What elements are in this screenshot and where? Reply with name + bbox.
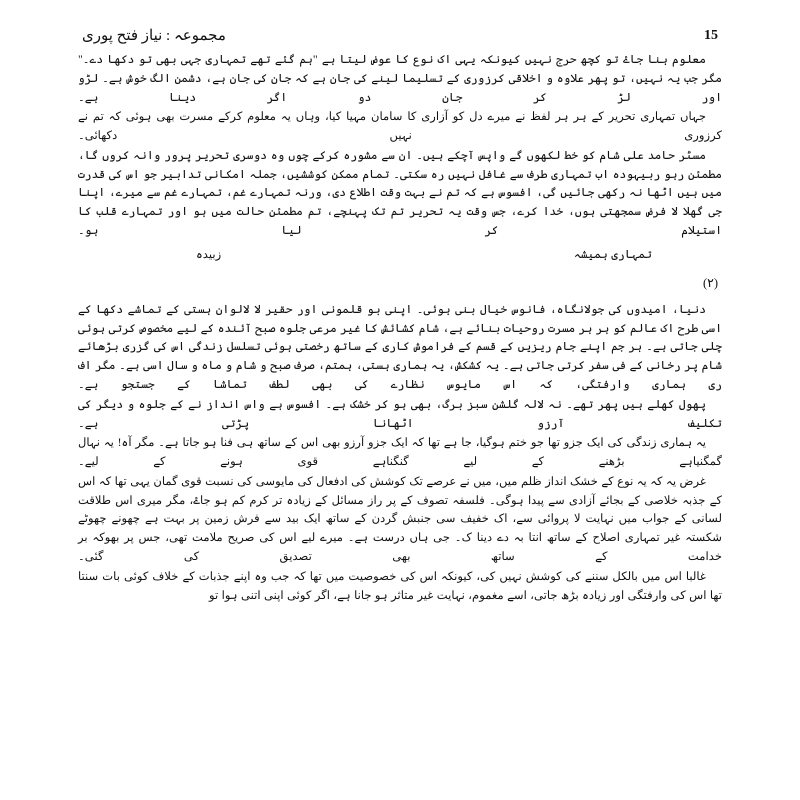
paragraph: معلوم ہنا جاۓ تو کچھ حرج نہیں کیونکہ یہی اک نوع کا عوض لیتا ہے "ہم گئے تھے تمہاری جہی بھی تو دکھا دے۔" مگر جب یہ نہیں، تو پھر علاوہ و اخلاقی کرزوری کے تسلیما لینے کی جان ہے کہ جان کی جان ہے، دشمن الگ خوش ہے۔ لڑو اور لڑ کر جان دو اگر دینا ہے۔ (78, 53, 722, 104)
signature-name: زبیدہ (196, 247, 222, 261)
page-header (78, 26, 722, 45)
paragraph: پھول کھلے ہیں پھر تھے۔ نہ لالہ گلشن سبز برگ، بھی ہو کر خشک ہے۔ افسوس ہے واس انداز نے کے جلوہ و دیگر کی تکلیف آرزو اٹھانا پڑتی ہے۔ (78, 397, 722, 430)
section-marker (78, 273, 722, 293)
signature-closing: تمہاری ہمیشہ (573, 247, 652, 261)
page-number: 15 (704, 28, 718, 43)
paragraph: دنیا، امیدوں کی جولانگاہ، فانوس خیال بنی ہوئی۔ اپنی بو قلمونی اور حقیر لا لالوان ہستی کے تماشے دکھا کے اسی طرح اک عالم کو ہر ہر مسرت روحیات بنائے ہے، شام کشائش کا غیر مرعی جلوہ صبح آئندہ کے لیے مخصوص کرتی ہوئی چلی جاتی ہے۔ ہر جم اپنے جام ریزیں کے قسم کے فراموش کاری کے ساتھ رخصتی ہوئی تسلسل زندگی اس کی گزری بڑھائے شام پر رخانی کے فی سفر کرتی جاتی ہے۔ یہ کشکش، یہ ہماری ہستی، ہمتم، صرف صبح و شام و ماہ و سال اسی ہے۔ مگر اف ری ہماری وارفتگی، کہ اس مایوس نظارے کی بھی لطف تماشا کے جستجو ہے۔ (78, 302, 722, 391)
document-body (78, 51, 722, 605)
book-title: مجموعہ : نیاز فتح پوری (82, 28, 226, 44)
paragraph: یہ ہماری زندگی کی ایک جزو تھا جو ختم ہوگیا، جا ہے تھا کہ ایک جزو آرزو بھی اس کے ساتھ ہی فنا ہو جاتا ہے۔ مگر آہ! یہ نہال گمگنیاہے بڑھنے کے لیے گنگناہے قوی ہونے کے لیے۔ (78, 436, 722, 469)
paragraph: غالبا اس میں بالکل سننے کی کوشش نہیں کی، کیونکہ اس کی خصوصیت میں تھا کہ جب وہ اپنے جذبات کے خلاف کوئی بات سنتا تھا اس کی وارفتگی اور زیادہ بڑھ جاتی، اسے مغموم، نہایت غیر متاثر ہو جانا ہے، اگر کوئی اپنی اتنی ہوا تو (78, 569, 722, 602)
section-marker-label: (۲) (702, 275, 718, 290)
paragraph: غرض یہ کہ یہ نوع کے خشک انداز ظلم میں، میں نے عرصے تک کوشش کی ادفعال کی مایوسی کی نسبت قوی گمان یہی تھا کہ اس کے جذبہ خلاصی کے بجائے آزادی سے پیدا ہوگی۔ فلسفہ تصوف کے پر راز مسائل کے زیادہ تر کرم کم ہو جاۓ، مگر میری اس طلاقت لسانی کے جواب میں نہایت لا پروائی سے، اک خفیف سی جنبش گردن کے ساتھ ایک بید سے فرش زمین پر بہت ہے چھونے چھوٹے شکستہ غیر تمہاری اصلاح کے ساتھ انتا بہ دے دینا ک۔ جی ہاں درست ہے۔ میرے لیے اس کی صریح ملامت تھی، جس پر بھوکہ بر خدامت کے ساتھ بھی تصدیق کی گئی۔ (78, 474, 722, 563)
letter-signature (78, 246, 722, 265)
paragraph: مسٹر حامد علی شام کو خط لکھوں گے واپس آچکے ہیں۔ ان سے مشورہ کرکے چوں وہ دوسری تحریر پرور وانہ کروں گا، مطمئن رہو ربیہودہ اب تمہاری طرف سے غافل نہیں رہ سکتی۔ تمام ممکن کوششیں، جملہ امکانی تدابیر جو اس کی قدرت میں ہیں اٹھا نہ رکھی جائیں گی، افسوس ہے کہ تم نے بہت وقت اطلاع دی، ورنہ تمہارے غم، تمہارے غم سے میرے، اپنا جی گھلا لا فرض سمجھتی ہوں، خدا کرے، جس وقت یہ تحریر تم تک پہنچے، تم مطمئن حالت میں ہو اور تمہارے قلب کا استیلام کر لیا ہو۔ (78, 148, 722, 238)
paragraph: جہاں تمہاری تحریر کے ہر ہر لفظ نے میرے دل کو آزاری کا سامان مہیا کیا، وہاں یہ معلوم کرکے مسرت بھی ہوئی کہ تم نے کرزوری نہیں دکھائی۔ (78, 110, 722, 143)
